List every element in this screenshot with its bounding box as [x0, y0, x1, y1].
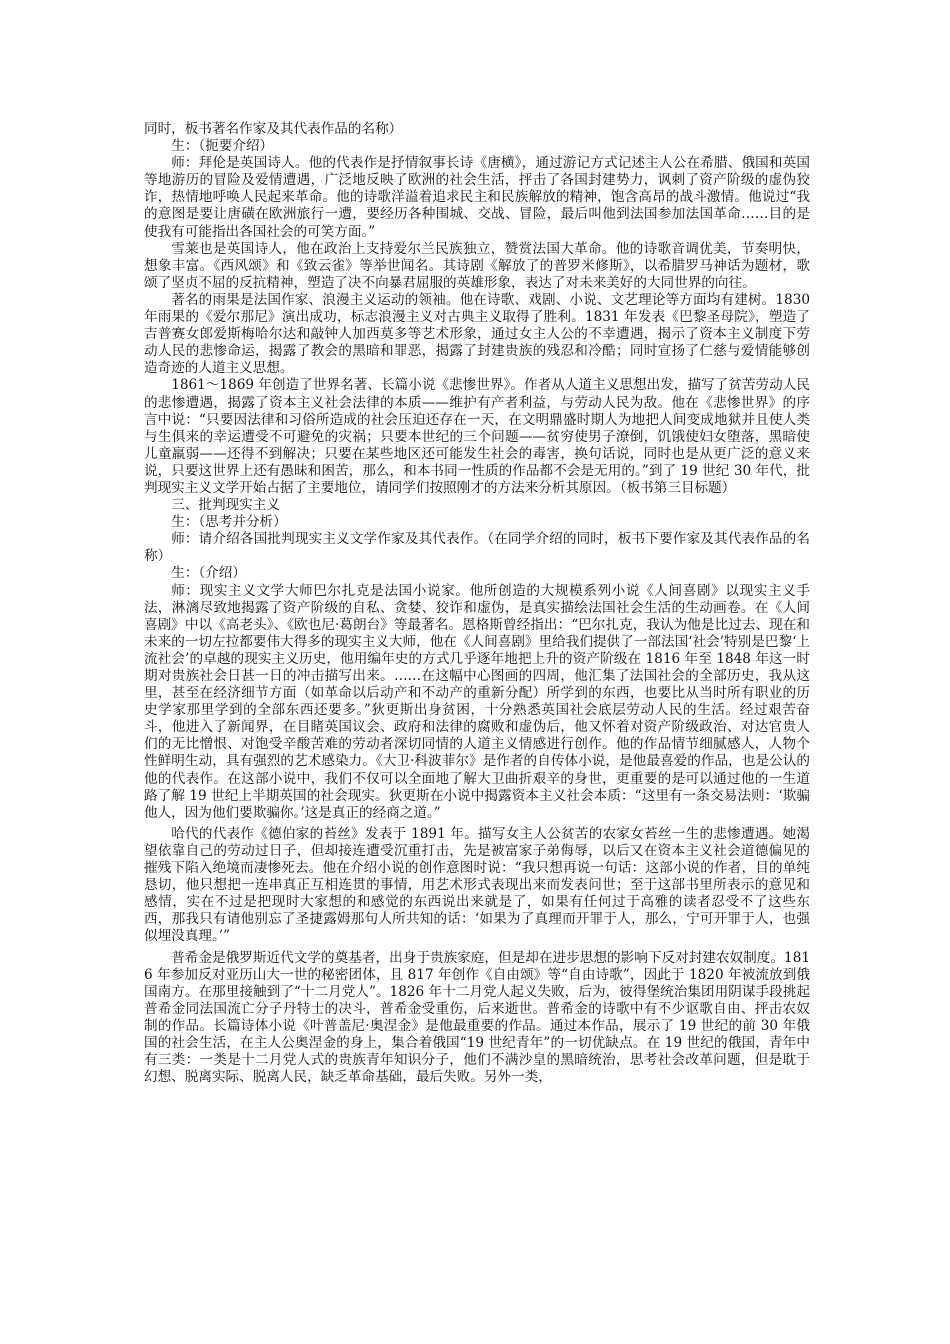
paragraph: 生：（思考并分析）	[171, 514, 287, 531]
paragraph: 师：现实主义文学大师巴尔扎克是法国小说家。他所创造的大规模系列小说《人间喜剧》以现实主义手法，淋漓尽致地揭露了资产阶级的自私、贪婪、狡诈和虚伪，是真实描绘法国社会生活的生动画卷。在《人间喜剧》中以《高老头》、《欧也尼·葛朗台》等最著名。恩格斯曾经指出：“巴尔扎克，我认为他是比过去、现在和未来的一切左拉都要伟大得多的现实主义大师，他在《人间喜剧》里给我们提供了一部法国‘社会’特别是巴黎‘上流社会’的卓越的现实主义历史，他用编年史的方式几乎逐年地把上升的资产阶级在 1816 年至 1848 年这一时期对贵族社会日甚一日的冲击描写出来。……在这幅中心图画的四周，他汇集了法国社会的全部历史，我从这里，甚至在经济细节方面（如革命以后动产和不动产的重新分配）所学到的东西，也要比从当时所有职业的历史学家那里学到的全部东西还要多。”狄更斯出身贫困，十分熟悉英国社会底层劳动人民的生活。经过艰苦奋斗，他进入了新闻界，在目睹英国议会、政府和法律的腐败和虚伪后，他又怀着对资产阶级政治、对达官贵人们的无比憎恨、对饱受辛酸苦难的劳动者深切同情的人道主义情感进行创作。他的作品情节细腻感人，人物个性鲜明生动，具有强烈的艺术感染力。《大卫·科波菲尔》是作者的自传体小说，是他最喜爱的作品，也是公认的他的代表作。在这部小说中，我们不仅可以全面地了解大卫曲折艰辛的身世，更重要的是可以通过他的一生道路了解 19 世纪上半期英国的社会现实。狄更斯在小说中揭露资本主义社会本质：“这里有一条交易法则：‘欺骗他人，因为他们要欺骗你。’这是真正的经商之道。”	[144, 582, 810, 821]
paragraph: 普希金是俄罗斯近代文学的奠基者，出身于贵族家庭，但是却在进步思想的影响下反对封建农奴制度。1816 年参加反对亚历山大一世的秘密团体，且 817 年创作《自由颂》等“自由诗歌”，因此于 1820 年被流放到俄国南方。在那里接触到了“十二月党人”。1826 年十二月党人起义失败，后为，彼得堡统治集团用阴谋手段挑起普希金同法国流亡分子丹特士的决斗，普希金受重伤，后来逝世。普希金的诗歌中有不少讴歌自由、抨击农奴制的作品。长篇诗体小说《叶普盖尼·奥涅金》是他最重要的作品。通过本作品，展示了 19 世纪的前 30 年俄国的社会生活，在主人公奥涅金的身上，集合着俄国“19 世纪青年”的一切优缺点。在 19 世纪的俄国，青年中有三类：一类是十二月党人式的贵族青年知识分子，他们不满沙皇的黑暗统治，思考社会改革问题，但是耽于幻想、脱离实际、脱离人民，缺乏革命基础，最后失败。另外一类，	[144, 949, 810, 1086]
paragraph: 哈代的代表作《德伯家的苔丝》发表于 1891 年。描写女主人公贫苦的农家女苔丝一生的悲惨遭遇。她渴望依靠自己的劳动过日子，但却接连遭受沉重打击，先是被富家子弟侮辱，以后又在资本主义社会道德偏见的摧残下陷入绝境而凄惨死去。他在介绍小说的创作意图时说：“我只想再说一句话：这部小说的作者，目的单纯恳切，他只想把一连串真正互相连贯的事情，用艺术形式表现出来而发表问世；至于这部书里所表示的意见和感情，实在不过是把现时大家想的和感觉的东西说出来就是了，如果有任何过于高雅的读者忍受不了这些东西，那我只有请他别忘了圣捷露姆那句人所共知的话：‘如果为了真理而开罪于人，那么，宁可开罪于人，也强似埋没真理。’”	[144, 825, 810, 945]
paragraph: 生：（介绍）	[171, 565, 246, 582]
paragraph: 师：拜伦是英国诗人。他的代表作是抒情叙事长诗《唐横》，通过游记方式记述主人公在希腊、俄国和英国等地游历的冒险及爱情遭遇，广泛地反映了欧洲的社会生活，抨击了各国封建势力，讽刺了资产阶级的虚伪狡诈，热情地呼唤人民起来革命。他的诗歌洋溢着追求民主和民族解放的精神，饱含高昂的战斗激情。他说过“我的意图是要让唐磺在欧洲旅行一遭，要经历各种围城、交战、冒险，最后叫他到法国参加法国革命……目的是使我有可能指出各国社会的可笑方面。”	[144, 155, 810, 240]
paragraph: 雪莱也是英国诗人，他在政治上支持爱尔兰民族独立，赞赏法国大革命。他的诗歌音调优美，节奏明快，想象丰富。《西风颂》和《致云雀》等举世闻名。其诗剧《解放了的普罗米修斯》，以希腊罗马神话为题材，歌颂了坚贞不屈的反抗精神，塑造了决不向暴君屈服的英雄形象，表达了对未来美好的大同世界的向往。	[144, 240, 810, 291]
paragraph: 1861～1869 年创造了世界名著、长篇小说《悲惨世界》。作者从人道主义思想出发，描写了贫苦劳动人民的悲惨遭遇，揭露了资本主义社会法律的本质——维护有产者利益，与劳动人民为敌。他在《悲惨世界》的序言中说：“只要因法律和习俗所造成的社会压迫还存在一天，在文明鼎盛时期人为地把人间变成地狱并且使人类与生俱来的幸运遭受不可避免的灾祸；只要本世纪的三个问题——贫穷使男子潦倒，饥饿使妇女堕落，黑暗使儿童羸弱——还得不到解决；只要在某些地区还可能发生社会的毒害，换句话说，同时也是从更广泛的意义来说，只要这世界上还有愚昧和困苦，那么，和本书同一性质的作品都不会是无用的。”到了 19 世纪 30 年代，批判现实主义文学开始占据了主要地位，请同学们按照刚才的方法来分析其原因。（板书第三目标题）	[144, 377, 810, 496]
paragraph: 著名的雨果是法国作家、浪漫主义运动的领袖。他在诗歌、戏剧、小说、文艺理论等方面均有建树。1830 年雨果的《爱尔那尼》演出成功，标志浪漫主义对古典主义取得了胜利。1831 年发表《巴黎圣母院》，塑造了吉普赛女郎爱斯梅哈尔达和敲钟人加西莫多等艺术形象，通过女主人公的不幸遭遇，揭示了资本主义制度下劳动人民的悲惨命运，揭露了教会的黑暗和罪恶，揭露了封建贵族的残忍和冷酷；同时宣扬了仁慈与爱情能够创造奇迹的人道主义思想。	[144, 291, 810, 377]
document-page	[144, 121, 810, 1086]
paragraph: 师：请介绍各国批判现实主义文学作家及其代表作。（在同学介绍的同时，板书下要作家及其代表作品的名称）	[144, 531, 810, 565]
section-heading: 三、批判现实主义	[171, 497, 280, 514]
paragraph: 同时，板书著名作家及其代表作品的名称）	[144, 121, 403, 137]
paragraph: 生：（扼要介绍）	[171, 138, 274, 155]
